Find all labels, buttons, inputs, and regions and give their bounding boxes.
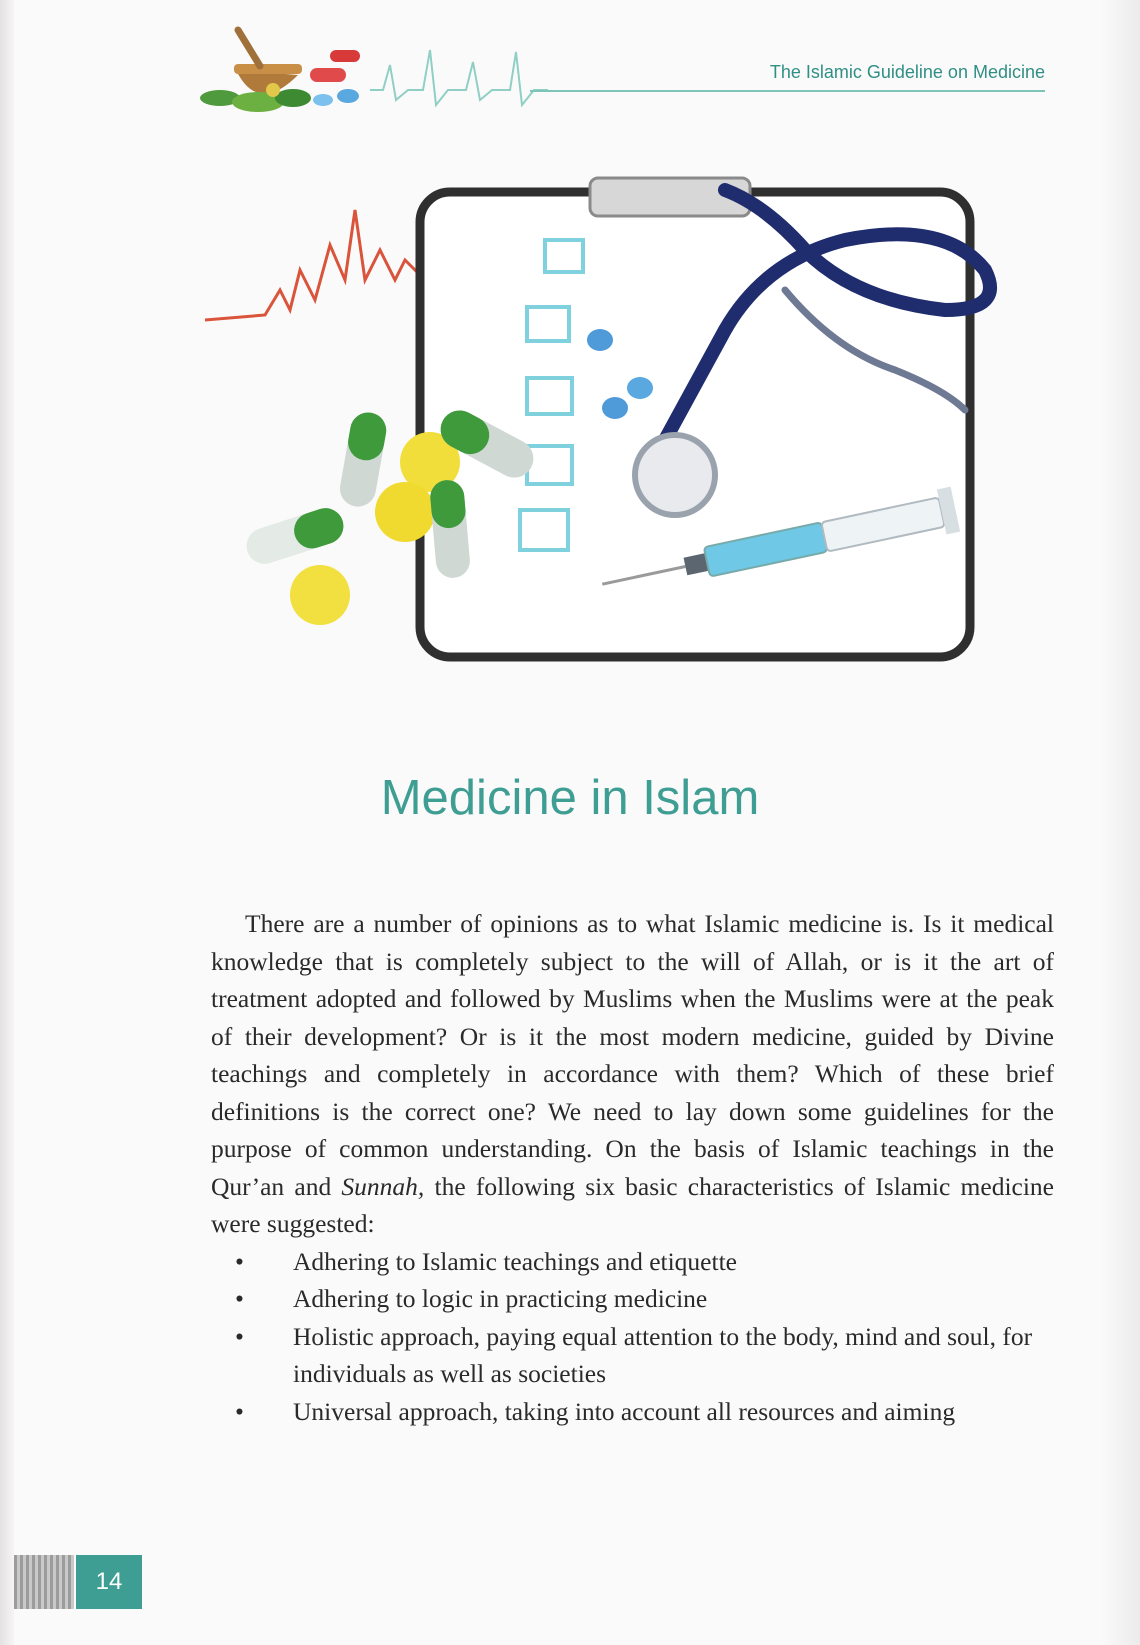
bullet-icon: • (235, 1396, 244, 1426)
intro-paragraph (211, 905, 1054, 1243)
list-item (211, 1393, 1054, 1431)
list-item-text: Holistic approach, paying equal attention to the body, mind and soul, for individuals as well as societies (293, 1321, 1033, 1388)
page-number: 14 (95, 1568, 123, 1595)
intro-text-part1: There are a number of opinions as to what Islamic medicine is. Is it medical knowledge that is completely subject to the will of Allah, or is it the art of treatment adopted and followed by Muslims when the Muslims were at the peak of their development? Or is it the most modern medicine, guided by Divine teachings and completely in accordance with them? Which of these brief definitions is the correct one? We need to lay down some guidelines for the purpose of common understanding. On the basis of Islamic teachings in the Qur’an and (211, 909, 1054, 1201)
list-item (211, 1280, 1054, 1318)
list-item (211, 1318, 1054, 1393)
list-item-text: Adhering to logic in practicing medicine (293, 1284, 708, 1313)
mortar-icon (234, 30, 302, 94)
body-text (211, 905, 1054, 1430)
page-number-box (76, 1555, 142, 1609)
list-item-text: Universal approach, taking into account all resources and aiming (293, 1396, 956, 1426)
header-rule (530, 90, 1045, 92)
emphasis-sunnah: Sunnah, (341, 1171, 425, 1201)
bullet-icon: • (235, 1284, 244, 1313)
list-item (211, 1243, 1054, 1281)
header-herbs-illustration (198, 20, 548, 120)
chapter-title: Medicine in Islam (380, 771, 760, 825)
bullet-icon: • (235, 1321, 244, 1351)
pills-icon (310, 50, 360, 106)
characteristics-list (211, 1243, 1054, 1431)
clipboard-icon (420, 178, 970, 657)
running-header-title: The Islamic Guideline on Medicine (769, 62, 1045, 82)
list-item-text: Adhering to Islamic teachings and etiquette (293, 1246, 737, 1276)
bullet-icon: • (235, 1246, 244, 1276)
medical-illustration (205, 150, 1055, 710)
intro-text-part2: the following six basic characteristics of Islamic medicine were suggested: (211, 1171, 1054, 1238)
header-heartbeat-line-icon (370, 50, 548, 105)
footer-stripe (14, 1555, 74, 1609)
